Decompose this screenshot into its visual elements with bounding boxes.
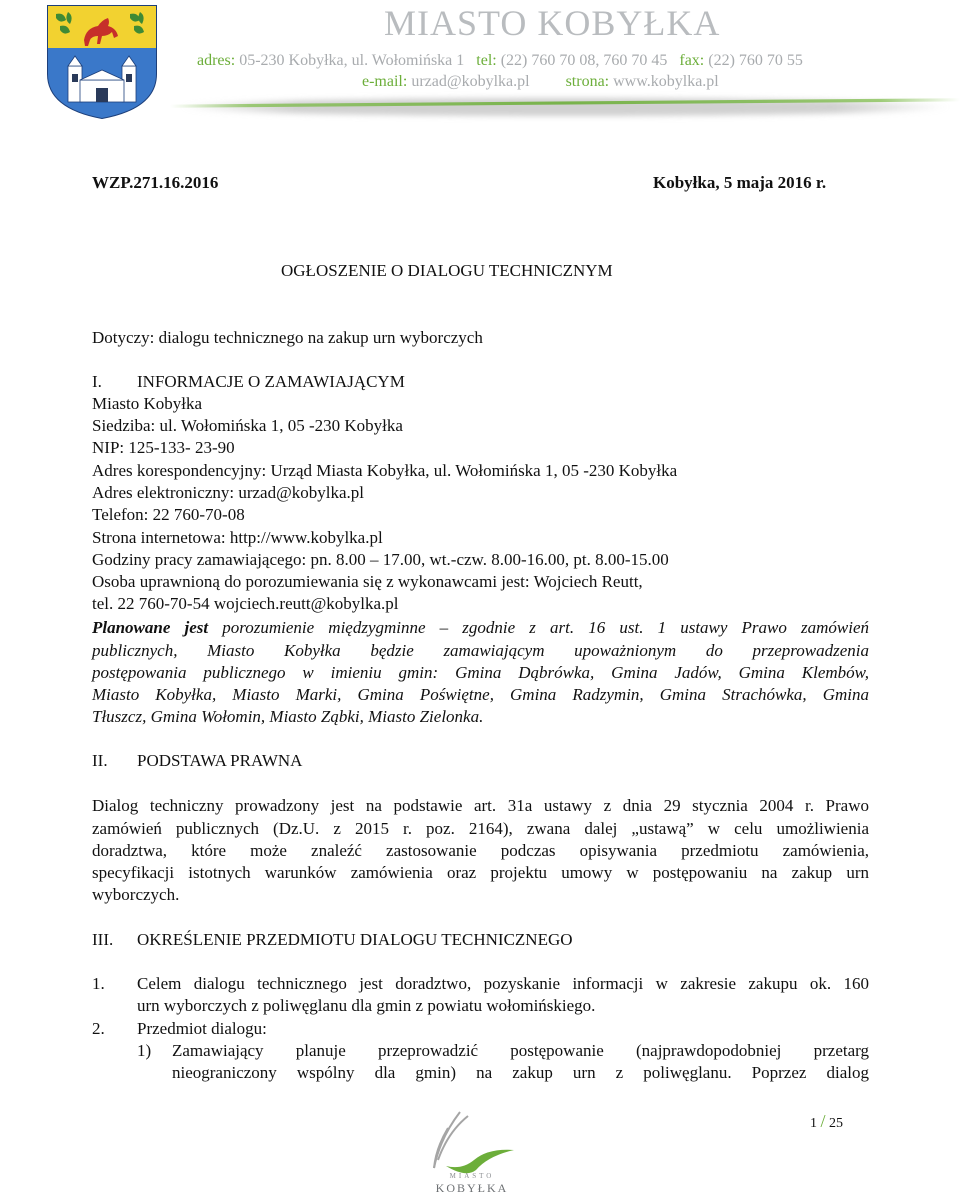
planned-paragraph-line: Tłuszcz, Gmina Wołomin, Miasto Ząbki, Miasto Zielonka. [92, 707, 484, 726]
section-3-number: III. [92, 930, 114, 949]
tel-value: (22) 760 70 08, 760 70 45 [500, 52, 668, 69]
planned-paragraph-line: postępowania publicznego w imieniu gmin: Gmina Dąbrówka, Gmina Jadów, Gmina Klembów, [92, 663, 869, 682]
section-2-paragraph-line: specyfikacji istotnych warunków zamówienia oraz projektu umowy w postępowaniu na zakup urn [92, 863, 869, 882]
item-1-number: 1. [92, 974, 105, 993]
section-1-title: INFORMACJE O ZAMAWIAJĄCYM [137, 372, 405, 391]
email-value[interactable]: urzad@kobylka.pl [411, 73, 530, 90]
planned-bold: Planowane jest [92, 618, 209, 637]
email-label: e-mail: [362, 73, 408, 90]
fax-label: fax: [679, 52, 705, 69]
section-1-line: NIP: 125-133- 23-90 [92, 438, 235, 457]
miasto-kobylka-logo-icon [412, 1106, 532, 1196]
address-label: adres: [197, 52, 236, 69]
header-contact-line [197, 52, 803, 70]
address-value: 05-230 Kobyłka, ul. Wołomińska 1 [239, 52, 465, 69]
planned-paragraph-line: Planowane jest porozumienie międzygminne – zgodnie z art. 16 ust. 1 ustawy Prawo zamówień [92, 618, 870, 637]
section-1-phone-line: Telefon: 22 760-70-08 [92, 505, 245, 524]
page-number [810, 1111, 843, 1132]
subject-line: Dotyczy: dialogu technicznego na zakup urn wyborczych [92, 328, 483, 347]
logo-text-bottom: KOBYŁKA [435, 1181, 509, 1195]
document-heading: OGŁOSZENIE O DIALOGU TECHNICZNYM [281, 261, 613, 280]
section-1-email-line: Adres elektroniczny: urzad@kobylka.pl [92, 483, 364, 502]
section-1-line: Adres korespondencyjny: Urząd Miasta Kobyłka, ul. Wołomińska 1, 05 -230 Kobyłka [92, 461, 678, 480]
page-total: 25 [829, 1116, 844, 1131]
section-1-contact-person: Osoba uprawnioną do porozumiewania się z wykonawcami jest: Wojciech Reutt, [92, 572, 643, 591]
coat-of-arms-icon [46, 4, 158, 120]
section-1-website-line: Strona internetowa: http://www.kobylka.pl [92, 528, 383, 547]
section-2-paragraph-line: wyborczych. [92, 885, 180, 904]
section-1-hours-line: Godziny pracy zamawiającego: pn. 8.00 – 17.00, wt.-czw. 8.00-16.00, pt. 8.00-15.00 [92, 550, 669, 569]
section-2-paragraph-line: zamówień publicznych (Dz.U. z 2015 r. poz. 2164), zwana dalej „ustawą” w celu umożliwienia [92, 819, 869, 838]
section-1-contact-details: tel. 22 760-70-54 wojciech.reutt@kobylka.pl [92, 594, 399, 613]
item-1-line: Celem dialogu technicznego jest doradztwo, pozyskanie informacji w zakresie zakupu ok. 160 [137, 974, 869, 993]
section-1-line: Siedziba: ul. Wołomińska 1, 05 -230 Kobyłka [92, 416, 403, 435]
logo-text-top: MIASTO [449, 1172, 495, 1180]
website-label: strona: [565, 73, 610, 90]
subitem-1-line: nieograniczony wspólny dla gmin) na zakup urn z poliwęglanu. Poprzez dialog [172, 1063, 869, 1082]
tel-label: tel: [476, 52, 497, 69]
item-2-text: Przedmiot dialogu: [137, 1019, 267, 1038]
fax-value: (22) 760 70 55 [708, 52, 803, 69]
section-2-number: II. [92, 751, 108, 770]
section-1-number: I. [92, 372, 102, 391]
item-2-number: 2. [92, 1019, 105, 1038]
section-1-line: Miasto Kobyłka [92, 394, 203, 413]
planned-paragraph-line: Miasto Kobyłka, Miasto Marki, Gmina Poświętne, Gmina Radzymin, Gmina Strachówka, Gmina [92, 685, 869, 704]
header-web-line [362, 73, 719, 91]
section-3-title: OKREŚLENIE PRZEDMIOTU DIALOGU TECHNICZNEGO [137, 930, 573, 949]
section-2-title: PODSTAWA PRAWNA [137, 751, 303, 770]
item-1-line: urn wyborczych z poliwęglanu dla gmin z powiatu wołomińskiego. [137, 996, 596, 1015]
website-value[interactable]: www.kobylka.pl [613, 73, 719, 90]
document-date: Kobyłka, 5 maja 2016 r. [653, 173, 827, 192]
subitem-1-line: Zamawiający planuje przeprowadzić postępowanie (najprawdopodobniej przetarg [172, 1041, 869, 1060]
document-reference: WZP.271.16.2016 [92, 173, 219, 192]
subitem-1-number: 1) [137, 1041, 152, 1060]
planned-paragraph-line: publicznych, Miasto Kobyłka będzie zamawiającym upoważnionym do przeprowadzenia [92, 641, 869, 660]
section-2-paragraph-line: doradztwa, które może znaleźć zastosowanie podczas opisywania przedmiotu zamówienia, [92, 841, 869, 860]
page-separator: / [820, 1111, 826, 1131]
header-title: MIASTO KOBYŁKA [384, 3, 721, 43]
section-2-paragraph-line: Dialog techniczny prowadzony jest na podstawie art. 31a ustawy z dnia 29 stycznia 2004 r. Prawo [92, 796, 869, 815]
page-current: 1 [810, 1116, 817, 1131]
